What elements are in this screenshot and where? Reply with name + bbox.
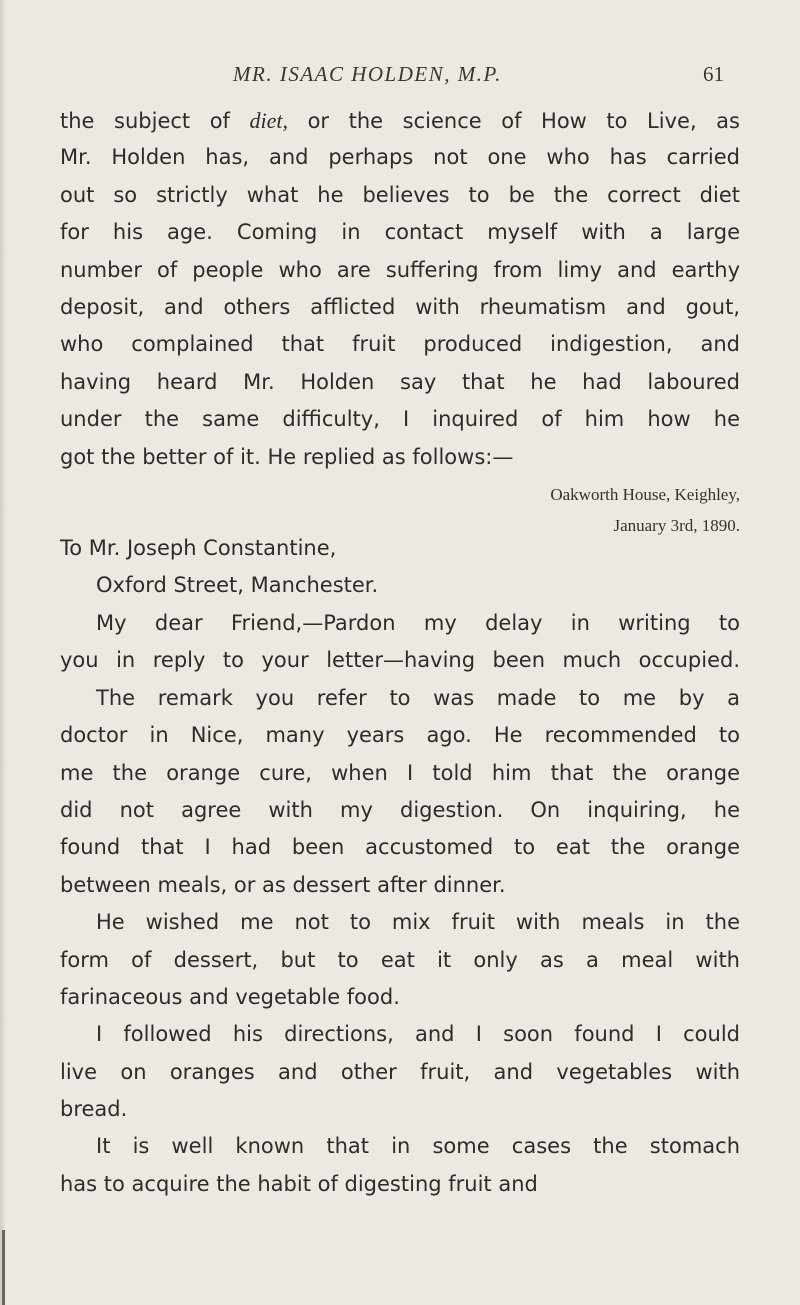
letter-line: It is well known that in some cases the stomach xyxy=(96,1134,740,1159)
text-segment: or the science of How to Live, as xyxy=(288,109,740,133)
letter-line: bread. xyxy=(60,1097,128,1122)
text-line: got the better of it. He replied as follows:— xyxy=(60,444,514,469)
letter-line: has to acquire the habit of digesting fruit and xyxy=(60,1171,538,1196)
binding-edge-mark xyxy=(2,1230,5,1305)
text-line: who complained that fruit produced indigestion, and xyxy=(60,332,740,357)
running-head-title: MR. ISAAC HOLDEN, M.P. xyxy=(233,62,502,86)
letter-address: Oakworth House, Keighley, xyxy=(550,485,740,504)
page-edge-shadow xyxy=(0,0,6,1305)
letter-line: you in reply to your letter—having been much occupied. xyxy=(60,648,740,673)
text-line: deposit, and others afflicted with rheumatism and gout, xyxy=(60,294,740,319)
text-segment: the subject of xyxy=(60,109,250,133)
text-line: for his age. Coming in contact myself with a large xyxy=(60,220,740,245)
text-line: having heard Mr. Holden say that he had laboured xyxy=(60,369,740,394)
recipient-name: To Mr. Joseph Constantine, xyxy=(60,536,337,560)
letter-date: January 3rd, 1890. xyxy=(613,516,740,535)
text-line xyxy=(60,102,740,139)
italic-term: diet, xyxy=(249,108,289,133)
letter-line: My dear Friend,—Pardon my delay in writing to xyxy=(96,611,740,635)
letter-line: form of dessert, but to eat it only as a meal with xyxy=(60,947,740,972)
text-line: number of people who are suffering from limy and earthy xyxy=(60,257,740,282)
letter-line: did not agree with my digestion. On inquiring, he xyxy=(60,797,740,822)
letter-line: I followed his directions, and I soon found I could xyxy=(96,1022,740,1047)
intro-paragraph xyxy=(60,102,740,476)
letter-line: live on oranges and other fruit, and vegetables with xyxy=(60,1059,740,1084)
letter-line: farinaceous and vegetable food. xyxy=(60,984,400,1009)
text-line: out so strictly what he believes to be the correct diet xyxy=(60,182,740,207)
letter-line: The remark you refer to was made to me by a xyxy=(96,685,740,710)
text-line: under the same difficulty, I inquired of him how he xyxy=(60,407,740,432)
page-number: 61 xyxy=(703,62,724,86)
letter-line: found that I had been accustomed to eat the orange xyxy=(60,835,740,860)
letter-line: doctor in Nice, many years ago. He recommended to xyxy=(60,723,740,748)
letter-recipient xyxy=(60,530,378,605)
running-head xyxy=(0,62,800,92)
text-line: Mr. Holden has, and perhaps not one who has carried xyxy=(60,145,740,170)
letter-body xyxy=(60,605,740,1203)
letter-line: between meals, or as dessert after dinner. xyxy=(60,872,506,897)
recipient-street: Oxford Street, Manchester. xyxy=(96,573,379,598)
letter-line: He wished me not to mix fruit with meals in the xyxy=(96,910,740,935)
letter-line: me the orange cure, when I told him that the orange xyxy=(60,760,740,785)
